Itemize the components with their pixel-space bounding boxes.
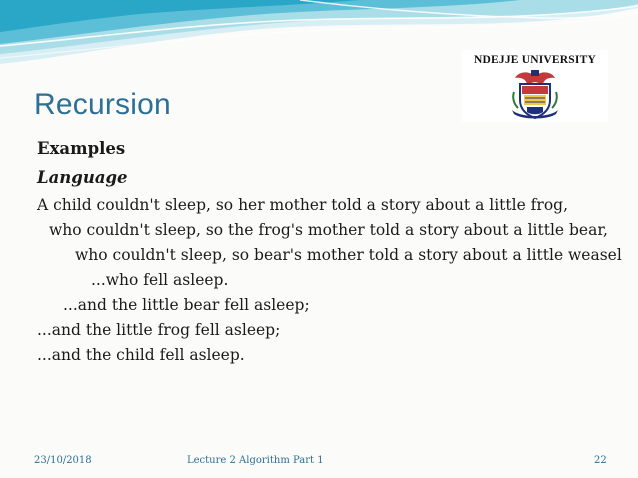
section-heading: Examples <box>37 139 126 158</box>
slide-title: Recursion <box>34 88 171 121</box>
story-line: who couldn't sleep, so the frog's mother told a story about a little bear, <box>49 221 608 239</box>
university-name: NDEJJE UNIVERSITY <box>474 54 596 66</box>
story-line: ...and the little frog fell asleep; <box>37 321 281 339</box>
story-line: ...and the little bear fell asleep; <box>63 296 310 314</box>
story-line: ...who fell asleep. <box>91 271 229 289</box>
story-line: A child couldn't sleep, so her mother told a story about a little frog, <box>37 196 569 214</box>
footer-course: Lecture 2 Algorithm Part 1 <box>187 455 324 466</box>
story-line: ...and the child fell asleep. <box>37 346 245 364</box>
university-crest-icon <box>510 68 560 120</box>
story-line: who couldn't sleep, so bear's mother told a story about a little weasel <box>75 246 622 264</box>
section-subheading: Language <box>37 168 128 187</box>
university-logo <box>462 50 608 122</box>
footer-page-number: 22 <box>594 455 607 466</box>
footer-date: 23/10/2018 <box>34 455 92 466</box>
